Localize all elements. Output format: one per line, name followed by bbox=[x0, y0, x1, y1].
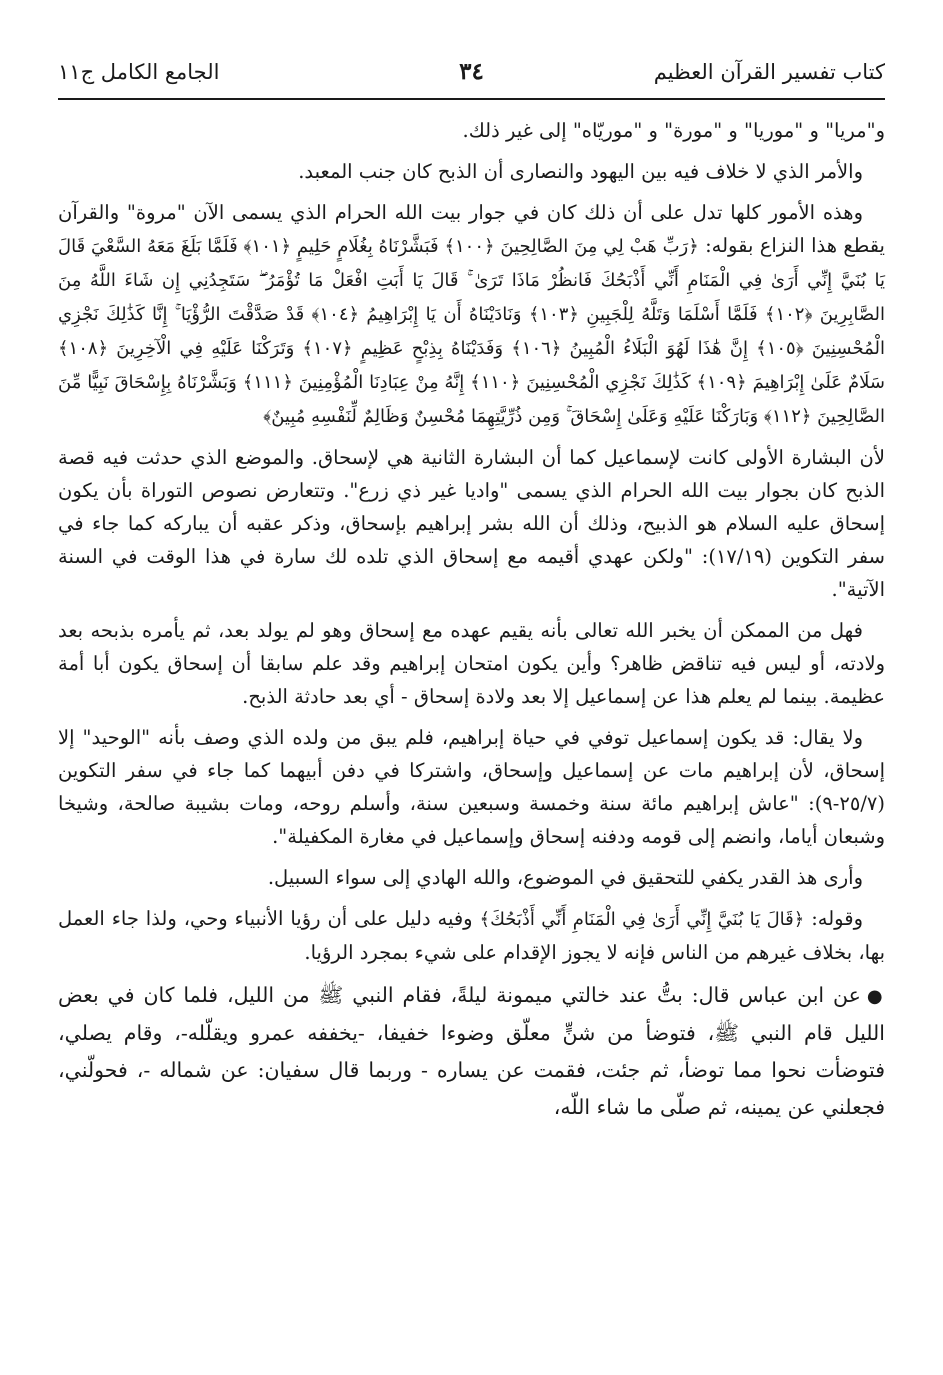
paragraph-genesis: ولا يقال: قد يكون إسماعيل توفي في حياة إبراهيم، فلم يبق من ولده الذي وصف بأنه "الوحيد" إلا إسحاق، لأن إبراهيم مات عن إسماعيل وإسحاق، واشتركا في دفن أبيهما كما جاء في سفر التكوين (٢٥/٧-٩): "عاش إبراهيم مائة سنة وخمسة وسبعين سنة، وأسلم روحه، ومات بشيبة صالحة، وشيخا وشبعان أياما، وانضم إلى قومه ودفنه إسحاق وإسماعيل في مغارة المكفيلة". bbox=[58, 726, 885, 848]
paragraph-contradiction: فهل من الممكن أن يخبر الله تعالى بأنه يقيم عهده مع إسحاق وهو لم يولد بعد، ثم يأمره بذبحه بعد ولادته، أو ليس فيه تناقض ظاهر؟ وأين يكون امتحان إبراهيم وقد علم سابقا أن إسحاق يكون أبا أمة عظيمة. بينما لم يعلم هذا عن إسماعيل إلا بعد ولادة إسحاق - أي بعد حادثة الذبح. bbox=[58, 619, 885, 708]
paragraph-hadith bbox=[58, 977, 885, 1126]
paragraph-glad-tidings: لأن البشارة الأولى كانت لإسماعيل كما أن البشارة الثانية هي لإسحاق. والموضع الذي حدثت فيه قصة الذبح كان بجوار بيت الله الحرام الذي يسمى "واديا غير ذي زرع". وتتعارض نصوص التوراة بأن يكون إسحاق عليه السلام هو الذبيح، وذلك أن الله بشر إبراهيم بإسحاق، وذكر عقبه أن يباركه كما جاء في سفر التكوين (١٧/١٩): "ولكن عهدي أقيمه مع إسحاق الذي تلده لك سارة في هذا الوقت في السنة الآتية". bbox=[58, 446, 885, 601]
bullet-icon: ● bbox=[866, 986, 885, 1007]
hadith-text: عن ابن عباس قال: بتُّ عند خالتي ميمونة ليلةً، فقام النبي ﷺ من الليل، فلما كان في بعض الليل قام النبي ﷺ، فتوضأ من شنٍّ معلّق وضوءا خفيفا، -يخففه عمرو ويقلّله-، وقام يصلي، فتوضأت نحوا مما توضأ، ثم جئت، فقمت عن يساره - وربما قال سفيان: عن شماله -، فحولّني، فجعلني عن يمينه، ثم صلّى ما شاء اللّه، bbox=[58, 983, 885, 1119]
header-divider bbox=[58, 98, 885, 100]
dream-explanation: وفيه دليل على أن رؤيا الأنبياء وحي، ولذا جاء العمل بها، بخلاف غيرهم من الناس فإنه لا يجوز الإقدام على شيء بمجرد الرؤيا. bbox=[58, 907, 885, 964]
page-header bbox=[58, 52, 885, 96]
book-page bbox=[58, 52, 885, 1134]
dream-intro: وقوله: bbox=[811, 907, 863, 930]
paragraph-dream-revelation bbox=[58, 902, 885, 969]
quran-verses: ﴿رَبِّ هَبْ لِي مِنَ الصَّالِحِينَ ﴿١٠٠﴾ فَبَشَّرْنَاهُ بِغُلَامٍ حَلِيمٍ ﴿١٠١﴾ فَلَمَّا بَلَغَ مَعَهُ السَّعْيَ قَالَ يَا بُنَيَّ إِنِّي أَرَىٰ فِي الْمَنَامِ أَنِّي أَذْبَحُكَ فَانظُرْ مَاذَا تَرَىٰ ۚ قَالَ يَا أَبَتِ افْعَلْ مَا تُؤْمَرُ ۖ سَتَجِدُنِي إِن شَاءَ اللَّهُ مِنَ الصَّابِرِينَ ﴿١٠٢﴾ فَلَمَّا أَسْلَمَا وَتَلَّهُ لِلْجَبِينِ ﴿١٠٣﴾ وَنَادَيْنَاهُ أَن يَا إِبْرَاهِيمُ ﴿١٠٤﴾ قَدْ صَدَّقْتَ الرُّؤْيَا ۚ إِنَّا كَذَٰلِكَ نَجْزِي الْمُحْسِنِينَ ﴿١٠٥﴾ إِنَّ هَٰذَا لَهُوَ الْبَلَاءُ الْمُبِينُ ﴿١٠٦﴾ وَفَدَيْنَاهُ بِذِبْحٍ عَظِيمٍ ﴿١٠٧﴾ وَتَرَكْنَا عَلَيْهِ فِي الْآخِرِينَ ﴿١٠٨﴾ سَلَامٌ عَلَىٰ إِبْرَاهِيمَ ﴿١٠٩﴾ كَذَٰلِكَ نَجْزِي الْمُحْسِنِينَ ﴿١١٠﴾ إِنَّهُ مِنْ عِبَادِنَا الْمُؤْمِنِينَ ﴿١١١﴾ وَبَشَّرْنَاهُ بِإِسْحَاقَ نَبِيًّا مِّنَ الصَّالِحِينَ ﴿١١٢﴾ وَبَارَكْنَا عَلَيْهِ وَعَلَىٰ إِسْحَاقَ ۚ وَمِن ذُرِّيَّتِهِمَا مُحْسِنٌ وَظَالِمٌ لِّنَفْسِهِ مُبِينٌ﴾ bbox=[58, 236, 885, 427]
paragraph-temple: والأمر الذي لا خلاف فيه بين اليهود والنصارى أن الذبح كان جنب المعبد. bbox=[298, 160, 863, 183]
page-number: ٣٤ bbox=[459, 58, 484, 85]
volume-title: الجامع الكامل ج١١ bbox=[58, 60, 220, 84]
paragraph-names: و"مريا" و "موريا" و "مورة" و "موريّاه" إلى غير ذلك. bbox=[462, 119, 885, 142]
quote-intro: وهذه الأمور كلها تدل على أن ذلك كان في جوار بيت الله الحرام الذي يسمى الآن "مروة" والقرآن يقطع هذا النزاع بقوله: bbox=[58, 201, 885, 257]
paragraph-quran-quote bbox=[58, 196, 885, 433]
dream-verse: ﴿قَالَ يَا بُنَيَّ إِنِّي أَرَىٰ فِي الْمَنَامِ أَنِّي أَذْبَحُكَ﴾ bbox=[479, 909, 805, 930]
paragraph-conclusion: وأرى هذ القدر يكفي للتحقيق في الموضوع، والله الهادي إلى سواء السبيل. bbox=[267, 866, 863, 889]
book-title: كتاب تفسير القرآن العظيم bbox=[653, 60, 885, 84]
